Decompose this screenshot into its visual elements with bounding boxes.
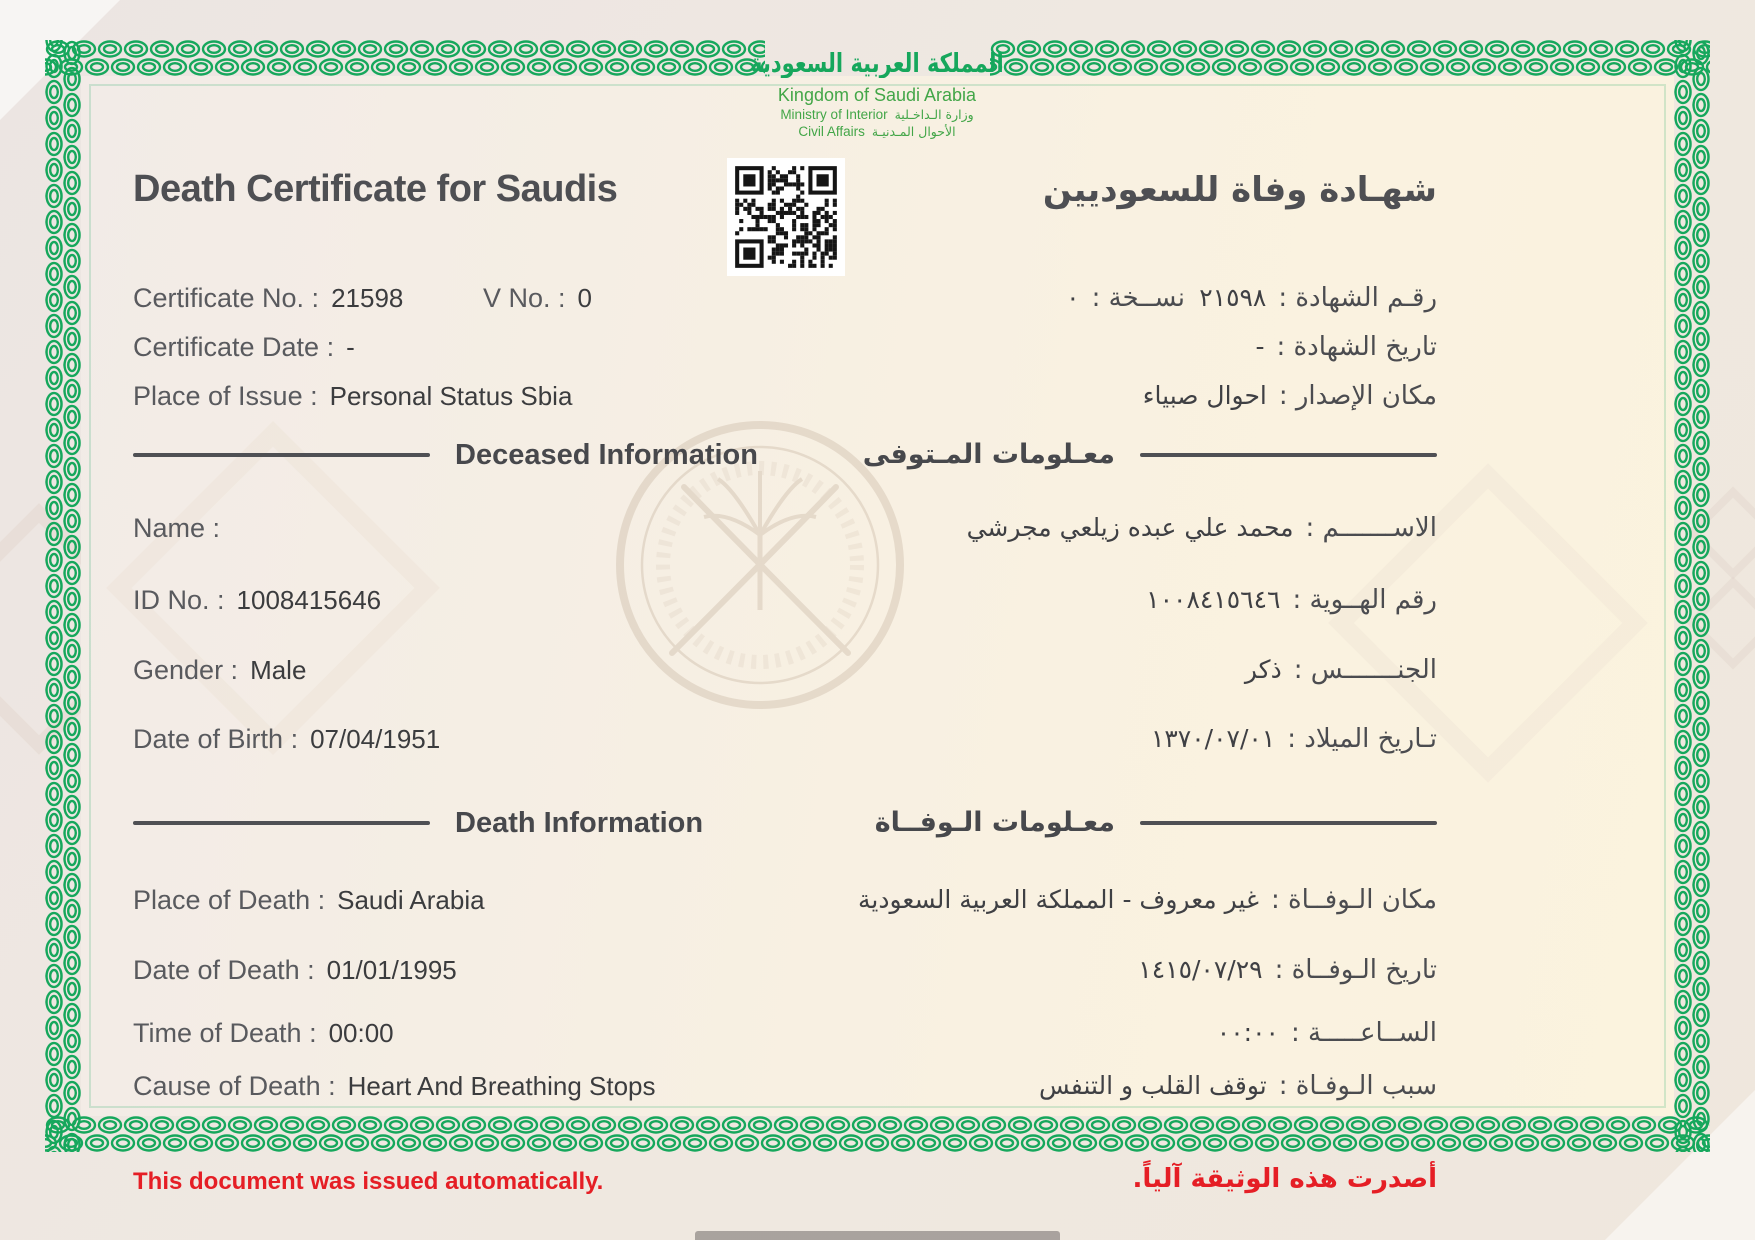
- field-label: مكان الإصدار :: [1278, 381, 1437, 411]
- field-label: Place of Death :: [133, 885, 326, 915]
- field-value: 07/04/1951: [310, 724, 441, 754]
- date-of-birth-ar: [1151, 721, 1437, 757]
- civil-affairs-line: [677, 123, 1077, 140]
- field-value: ذكر: [1244, 655, 1282, 684]
- field-label: تاريخ الـوفــاة :: [1274, 955, 1437, 985]
- section-title-death-en: Death Information: [455, 807, 704, 839]
- certificate-no-en: [133, 280, 403, 316]
- guilloche-border-bottom: [45, 1116, 1710, 1152]
- section-divider-line: [1140, 453, 1437, 457]
- field-row-id-no: [133, 582, 1437, 618]
- place-of-death-en: [133, 882, 485, 918]
- name-ar: [967, 510, 1437, 546]
- date-of-death-ar: [1138, 952, 1437, 988]
- field-row-name: [133, 510, 1437, 546]
- time-of-death-ar: [1217, 1015, 1437, 1051]
- field-value: ٠٠:٠٠: [1216, 1018, 1279, 1047]
- section-header-deceased: [133, 435, 1437, 475]
- place-of-death-ar: [858, 882, 1437, 918]
- field-label: Place of Issue :: [133, 381, 318, 411]
- field-value: Personal Status Sbia: [329, 381, 573, 411]
- field-label: نســخة :: [1091, 283, 1185, 313]
- field-value: -: [1255, 332, 1265, 361]
- gender-ar: [1245, 652, 1437, 688]
- field-value: ١٣٧٠/٠٧/٠١: [1150, 724, 1276, 753]
- qr-code: [727, 158, 845, 276]
- field-label: مكان الـوفــاة :: [1271, 885, 1437, 915]
- guilloche-border-right: [1674, 40, 1710, 1152]
- field-value: 1008415646: [236, 585, 382, 615]
- field-label: Gender :: [133, 655, 239, 685]
- field-label: الجنـــــــس :: [1293, 655, 1437, 685]
- time-of-death-en: [133, 1015, 394, 1051]
- cause-of-death-ar: [1039, 1068, 1437, 1104]
- v-no-en: [483, 280, 592, 316]
- field-row-certificate-date: [133, 329, 1437, 365]
- field-label: ID No. :: [133, 585, 225, 615]
- bottom-edge-bar: [695, 1231, 1060, 1240]
- id-no-en: [133, 582, 381, 618]
- place-of-issue-ar: [1143, 378, 1437, 414]
- field-value: 21598: [331, 283, 404, 313]
- field-label: رقـم الشهادة :: [1278, 283, 1437, 313]
- gender-en: [133, 652, 306, 688]
- field-value: محمد علي عبده زيلعي مجرشي: [966, 513, 1294, 542]
- certificate-date-en: [133, 329, 355, 365]
- field-value: ١٤١٥/٠٧/٢٩: [1138, 955, 1263, 984]
- field-value: -: [346, 332, 355, 362]
- guilloche-border-top-right: [990, 40, 1710, 76]
- civil-affairs-en: Civil Affairs: [798, 124, 865, 139]
- ministry-header: [677, 42, 1077, 140]
- field-value: Heart And Breathing Stops: [347, 1071, 656, 1101]
- field-value: غير معروف - المملكة العربية السعودية: [857, 885, 1259, 914]
- field-label: Certificate No. :: [133, 283, 320, 313]
- field-row-cause-of-death: [133, 1068, 1437, 1104]
- section-title-deceased-ar: معـلومات المـتوفى: [862, 439, 1115, 470]
- field-row-time-of-death: [133, 1015, 1437, 1051]
- section-divider-line: [133, 453, 430, 457]
- field-value: 01/01/1995: [326, 955, 457, 985]
- cause-of-death-en: [133, 1068, 656, 1104]
- certificate-frame: [45, 40, 1710, 1152]
- field-value: Male: [250, 655, 307, 685]
- certificate-title-en: Death Certificate for Saudis: [133, 168, 618, 210]
- field-row-certificate-no: [133, 280, 1437, 316]
- field-row-date-of-death: [133, 952, 1437, 988]
- field-value: ١٠٠٨٤١٥٦٤٦: [1146, 585, 1281, 614]
- place-of-issue-en: [133, 378, 572, 414]
- auto-issued-note-ar: أصدرت هذه الوثيقة آلياً.: [1132, 1164, 1437, 1194]
- field-value: Saudi Arabia: [337, 885, 485, 915]
- section-title-deceased-en: Deceased Information: [455, 439, 758, 471]
- certificate-no-ar: [1199, 280, 1437, 316]
- field-value: احوال صبياء: [1142, 381, 1267, 410]
- section-header-death: [133, 803, 1437, 843]
- field-label: Cause of Death :: [133, 1071, 336, 1101]
- date-of-death-en: [133, 952, 457, 988]
- field-row-place-of-death: [133, 882, 1437, 918]
- field-label: Time of Death :: [133, 1018, 317, 1048]
- field-label: Date of Birth :: [133, 724, 299, 754]
- field-row-date-of-birth: [133, 721, 1437, 757]
- field-value: توقف القلب و التنفس: [1038, 1071, 1267, 1100]
- civil-affairs-ar: الأحوال المـدنيـة: [871, 124, 956, 139]
- field-label: الاســـــــم :: [1305, 513, 1437, 543]
- date-of-birth-en: [133, 721, 440, 757]
- section-divider-line: [1140, 821, 1437, 825]
- field-label: الســاعـــــة :: [1290, 1018, 1437, 1048]
- field-label: Certificate Date :: [133, 332, 335, 362]
- field-label: Date of Death :: [133, 955, 315, 985]
- name-en: [133, 510, 232, 546]
- field-label: V No. :: [483, 283, 566, 313]
- guilloche-border-top-left: [45, 40, 765, 76]
- field-value: 00:00: [328, 1018, 394, 1048]
- guilloche-border-left: [45, 40, 81, 1152]
- field-value: ٠: [1066, 283, 1080, 312]
- ministry-name-en: Ministry of Interior: [780, 107, 888, 122]
- certificate-date-ar: [1256, 329, 1438, 365]
- section-divider-line: [133, 821, 430, 825]
- certificate-title-ar: شهـادة وفاة للسعوديين: [1042, 170, 1437, 210]
- field-label: رقم الهــوية :: [1292, 585, 1437, 615]
- ministry-name-ar: وزارة الـداخـلية: [894, 107, 974, 122]
- field-row-place-of-issue: [133, 378, 1437, 414]
- auto-issued-note-en: This document was issued automatically.: [133, 1168, 604, 1195]
- field-value: 0: [577, 283, 592, 313]
- field-label: تـاريخ الميلاد :: [1287, 724, 1437, 754]
- ministry-line: [677, 106, 1077, 123]
- field-label: تاريخ الشهادة :: [1276, 332, 1437, 362]
- field-label: سبب الـوفـاة :: [1278, 1071, 1437, 1101]
- field-value: ٢١٥٩٨: [1199, 283, 1267, 312]
- kingdom-name-en: Kingdom of Saudi Arabia: [777, 85, 977, 105]
- id-no-ar: [1146, 582, 1437, 618]
- kingdom-calligraphy-logo: المملكة العربية السعودية: [750, 48, 1004, 78]
- section-title-death-ar: معـلومات الـوفــاة: [874, 807, 1115, 838]
- field-row-gender: [133, 652, 1437, 688]
- field-label: Name :: [133, 513, 221, 543]
- v-no-ar: [1066, 280, 1185, 316]
